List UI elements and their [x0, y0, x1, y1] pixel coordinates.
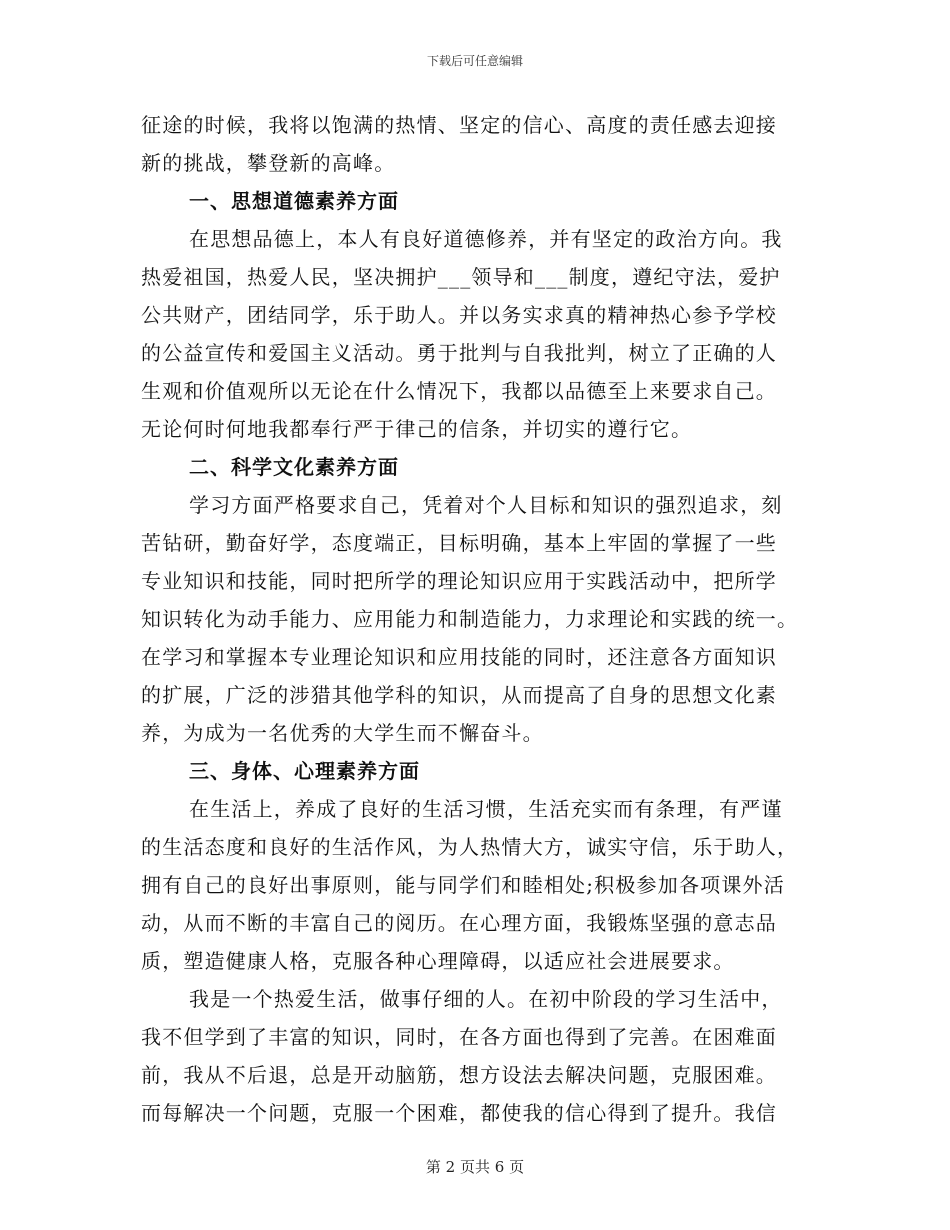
- document-body: [141, 106, 811, 1132]
- paragraph-first-line: 我是一个热爱生活，做事仔细的人。在初中阶段的学习生活中，: [189, 987, 783, 1011]
- body-line: 热爱祖国，热爱人民，坚决拥护___领导和___制度，遵纪守法，爱护: [141, 265, 781, 289]
- body-line: 苦钻研，勤奋好学，态度端正，目标明确，基本上牢固的掌握了一些: [141, 531, 777, 555]
- section-heading-physical: 三、身体、心理素养方面: [189, 759, 420, 783]
- body-line: 的公益宣传和爱国主义活动。勇于批判与自我批判，树立了正确的人: [141, 341, 777, 365]
- body-line: 在学习和掌握本专业理论知识和应用技能的同时，还注意各方面知识: [141, 645, 777, 669]
- body-line: 动，从而不断的丰富自己的阅历。在心理方面，我锻炼坚强的意志品: [141, 911, 777, 935]
- body-line: 拥有自己的良好出事原则，能与同学们和睦相处;积极参加各项课外活: [141, 873, 785, 897]
- page-number: 第 2 页共 6 页: [425, 1158, 525, 1176]
- body-line: 而每解决一个问题，克服一个困难，都使我的信心得到了提升。我信: [141, 1101, 777, 1125]
- body-line: 我不但学到了丰富的知识，同时，在各方面也得到了完善。在困难面: [141, 1025, 777, 1049]
- section-heading-science: 二、科学文化素养方面: [189, 455, 399, 479]
- paragraph-first-line: 在思想品德上，本人有良好道德修养，并有坚定的政治方向。我: [189, 227, 783, 251]
- body-line: 养，为成为一名优秀的大学生而不懈奋斗。: [141, 721, 544, 745]
- body-line: 专业知识和技能，同时把所学的理论知识应用于实践活动中，把所学: [141, 569, 777, 593]
- body-line: 生观和价值观所以无论在什么情况下，我都以品德至上来要求自己。: [141, 379, 777, 403]
- body-line: 质，塑造健康人格，克服各种心理障碍，以适应社会进展要求。: [141, 949, 735, 973]
- body-line: 前，我从不后退，总是开动脑筋，想方设法去解决问题，克服困难。: [141, 1063, 777, 1087]
- section-heading-moral: 一、思想道德素养方面: [189, 189, 399, 213]
- body-line: 征途的时候，我将以饱满的热情、坚定的信心、高度的责任感去迎接: [141, 113, 777, 137]
- paragraph-first-line: 在生活上，养成了良好的生活习惯，生活充实而有条理，有严谨: [189, 797, 783, 821]
- body-line: 公共财产，团结同学，乐于助人。并以务实求真的精神热心参予学校: [141, 303, 777, 327]
- body-line: 的扩展，广泛的涉猎其他学科的知识，从而提高了自身的思想文化素: [141, 683, 777, 707]
- body-line: 的生活态度和良好的生活作风，为人热情大方，诚实守信，乐于助人，: [141, 835, 799, 859]
- body-line: 无论何时何地我都奉行严于律己的信条，并切实的遵行它。: [141, 417, 693, 441]
- body-line: 新的挑战，攀登新的高峰。: [141, 151, 396, 175]
- body-line: 知识转化为动手能力、应用能力和制造能力，力求理论和实践的统一。: [141, 607, 799, 631]
- paragraph-first-line: 学习方面严格要求自己，凭着对个人目标和知识的强烈追求，刻: [189, 493, 783, 517]
- page-header: 下载后可任意编辑: [426, 54, 523, 68]
